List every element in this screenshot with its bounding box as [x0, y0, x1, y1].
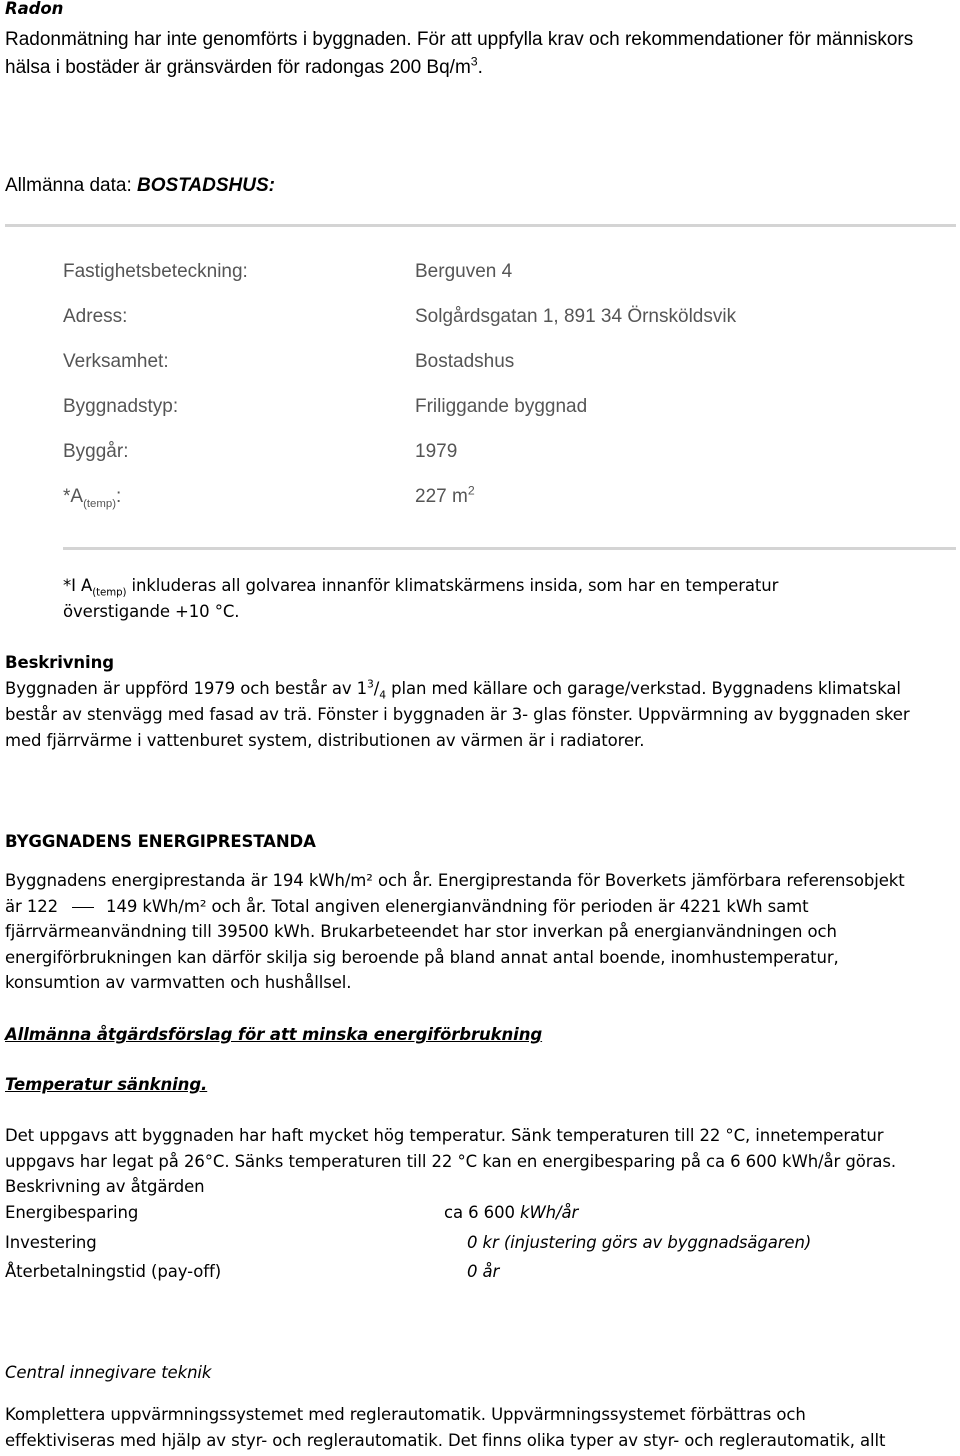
radon-text-line1: Radonmätning har inte genomförts i byggnaden. För att uppfylla krav och rekommendationer för människors — [5, 29, 914, 50]
radon-text-line2: hälsa i bostäder är gränsvärden för radongas 200 $Bq/m^3$. — [5, 54, 483, 78]
label-adress: Adress: — [63, 306, 128, 327]
divider-bottom — [63, 547, 956, 550]
measures-line2: uppgavs har legat på 26°C. Sänks temperaturen till 22 °C kan en energibesparing på ca 6 600 kWh/år göras. — [5, 1152, 897, 1171]
value-aterbetalningstid: 0 år — [467, 1262, 500, 1281]
measures-subheading: Temperatur sänkning. — [5, 1075, 208, 1094]
energy-line2: är 122 149 kWh/m² och år. Total angiven elenergianvändning för perioden är 4221 kWh samt — [5, 897, 809, 916]
measures-line1: Det uppgavs att byggnaden har haft mycket hög temperatur. Sänk temperaturen till 22 °C, innetemperatur — [5, 1126, 884, 1145]
measures-heading: Allmänna åtgärdsförslag för att minska energiförbrukning — [5, 1025, 543, 1044]
value-energibesparing: ca 6 600 kWh/år — [444, 1203, 579, 1222]
value-verksamhet: Bostadshus — [415, 351, 515, 372]
energy-heading: BYGGNADENS ENERGIPRESTANDA — [5, 832, 316, 851]
value-atemp: 227 $m^2$ — [415, 483, 475, 507]
label-verksamhet: Verksamhet: — [63, 351, 169, 372]
central-line2: effektiviseras med hjälp av styr- och reglerautomatik. Det finns olika typer av styr- och reglerautomatik, allt — [5, 1431, 886, 1450]
value-byggnadstyp: Friliggande byggnad — [415, 396, 588, 417]
energy-line1: Byggnadens energiprestanda är 194 kWh/m² och år. Energiprestanda för Boverkets jämförbara referensobjekt — [5, 871, 905, 890]
value-adress: Solgårdsgatan 1, 891 34 Örnsköldsvik — [415, 306, 737, 327]
measures-line3: Beskrivning av åtgärden — [5, 1177, 205, 1196]
label-energibesparing: Energibesparing — [5, 1203, 139, 1222]
energy-line4: energiförbrukningen kan därför skilja sig beroende på bland annat antal boende, inomhustemperatur, — [5, 948, 839, 967]
atemp-footnote-line2: överstigande +10 °C. — [63, 602, 240, 621]
description-line2: består av stenvägg med fasad av trä. Fönster i byggnaden är 3- glas fönster. Uppvärmning av byggnaden sker — [5, 705, 910, 724]
central-heading: Central innegivare teknik — [5, 1363, 212, 1382]
divider-top — [5, 224, 956, 227]
range-dash — [72, 907, 94, 908]
radon-heading: Radon — [5, 0, 64, 18]
energy-line3: fjärrvärmeanvändning till 39500 kWh. Brukarbeteendet har stor inverkan på energianvändningen och — [5, 922, 837, 941]
description-line1: Byggnaden är uppförd 1979 och består av $1^3/_4$ plan med källare och garage/verkstad. Byggnadens klimatskal — [5, 677, 901, 702]
label-byggar: Byggår: — [63, 441, 129, 462]
description-line3: med fjärrvärme i vattenburet system, distributionen av värmen är i radiatorer. — [5, 731, 645, 750]
value-fastighetsbeteckning: Berguven 4 — [415, 261, 513, 282]
central-line1: Komplettera uppvärmningssystemet med reglerautomatik. Uppvärmningssystemet förbättras och — [5, 1405, 806, 1424]
value-investering: 0 kr (injustering görs av byggnadsägaren) — [467, 1233, 812, 1252]
label-atemp: $*A_{(temp)}$: — [63, 486, 122, 510]
label-fastighetsbeteckning: Fastighetsbeteckning: — [63, 261, 248, 282]
label-investering: Investering — [5, 1233, 97, 1252]
label-aterbetalningstid: Återbetalningstid (pay-off) — [5, 1262, 222, 1281]
energy-line5: konsumtion av varmvatten och hushållsel. — [5, 973, 352, 992]
description-heading: Beskrivning — [5, 653, 114, 672]
label-byggnadstyp: Byggnadstyp: — [63, 396, 179, 417]
atemp-footnote-line1: *I $A_{(temp)}$ inkluderas all golvarea innanför klimatskärmens insida, som har en temperatur — [63, 576, 779, 599]
general-data-heading: Allmänna data: BOSTADSHUS: — [5, 175, 275, 196]
value-byggar: 1979 — [415, 441, 458, 462]
